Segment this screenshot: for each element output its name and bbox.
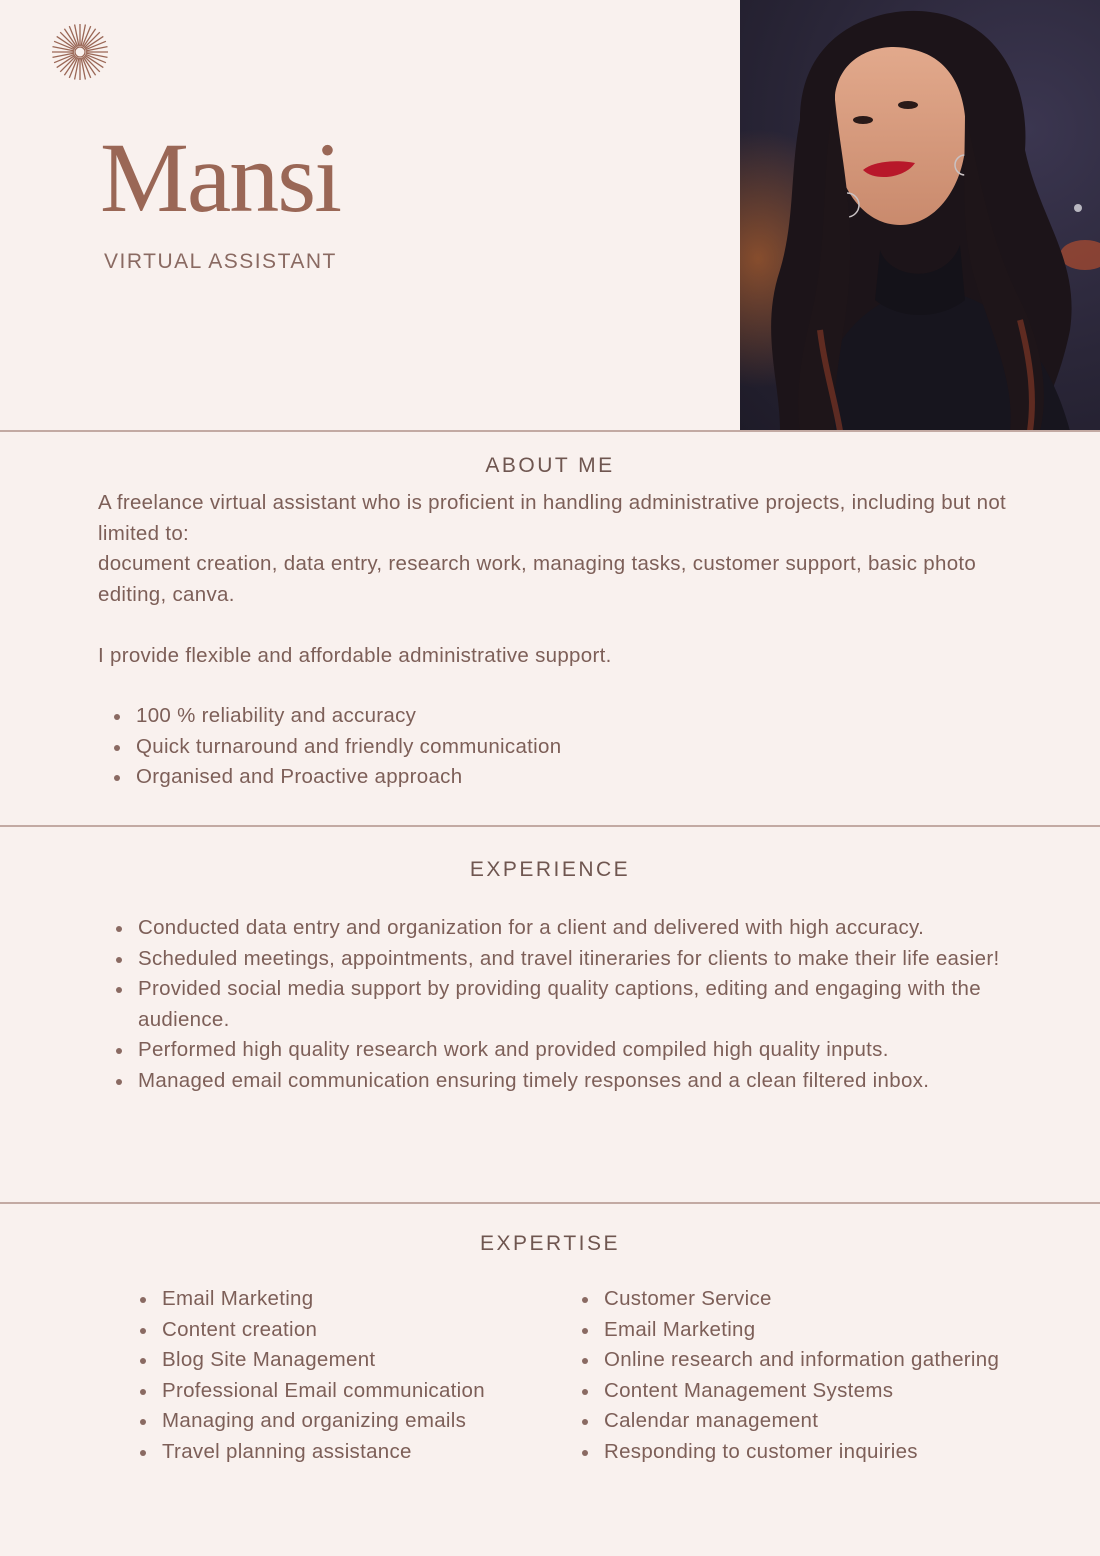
profile-photo bbox=[740, 0, 1100, 431]
divider bbox=[0, 430, 1100, 432]
divider bbox=[0, 825, 1100, 827]
section-title-expertise: EXPERTISE bbox=[480, 1232, 620, 1255]
list-item: 100 % reliability and accuracy bbox=[110, 701, 561, 732]
list-item: Calendar management bbox=[578, 1406, 1078, 1437]
list-item: Email Marketing bbox=[578, 1315, 1078, 1346]
about-intro: A freelance virtual assistant who is proficient in handling administrative projects, including but not limited to: bbox=[98, 491, 1007, 545]
list-item: Managing and organizing emails bbox=[136, 1406, 566, 1437]
list-item: Conducted data entry and organization for a client and delivered with high accuracy. bbox=[112, 913, 1032, 944]
experience-list bbox=[112, 913, 1032, 1096]
list-item: Organised and Proactive approach bbox=[110, 762, 561, 793]
expertise-list-left bbox=[136, 1284, 566, 1467]
about-skills-list: document creation, data entry, research work, managing tasks, customer support, basic photo editing, canva. bbox=[98, 552, 977, 606]
list-item: Customer Service bbox=[578, 1284, 1078, 1315]
about-highlights bbox=[110, 701, 561, 793]
expertise-list-right bbox=[578, 1284, 1078, 1467]
list-item: Travel planning assistance bbox=[136, 1437, 566, 1468]
section-title-experience: EXPERIENCE bbox=[469, 858, 631, 881]
list-item: Blog Site Management bbox=[136, 1345, 566, 1376]
list-item: Responding to customer inquiries bbox=[578, 1437, 1078, 1468]
job-title: VIRTUAL ASSISTANT bbox=[104, 250, 337, 273]
header-section bbox=[0, 0, 1100, 431]
list-item: Managed email communication ensuring timely responses and a clean filtered inbox. bbox=[112, 1066, 1032, 1097]
list-item: Content Management Systems bbox=[578, 1376, 1078, 1407]
sunburst-icon bbox=[50, 22, 110, 82]
list-item: Professional Email communication bbox=[136, 1376, 566, 1407]
section-title-about: ABOUT ME bbox=[485, 454, 615, 477]
divider bbox=[0, 1202, 1100, 1204]
list-item: Quick turnaround and friendly communication bbox=[110, 732, 561, 763]
person-name: Mansi bbox=[100, 122, 340, 233]
list-item: Scheduled meetings, appointments, and travel itineraries for clients to make their life easier! bbox=[112, 944, 1032, 975]
list-item: Provided social media support by providing quality captions, editing and engaging with the audience. bbox=[112, 974, 1032, 1035]
list-item: Online research and information gathering bbox=[578, 1345, 1078, 1376]
list-item: Content creation bbox=[136, 1315, 566, 1346]
list-item: Performed high quality research work and provided compiled high quality inputs. bbox=[112, 1035, 1032, 1066]
list-item: Email Marketing bbox=[136, 1284, 566, 1315]
about-summary: I provide flexible and affordable administrative support. bbox=[98, 644, 612, 667]
portrait-illustration bbox=[740, 0, 1100, 431]
